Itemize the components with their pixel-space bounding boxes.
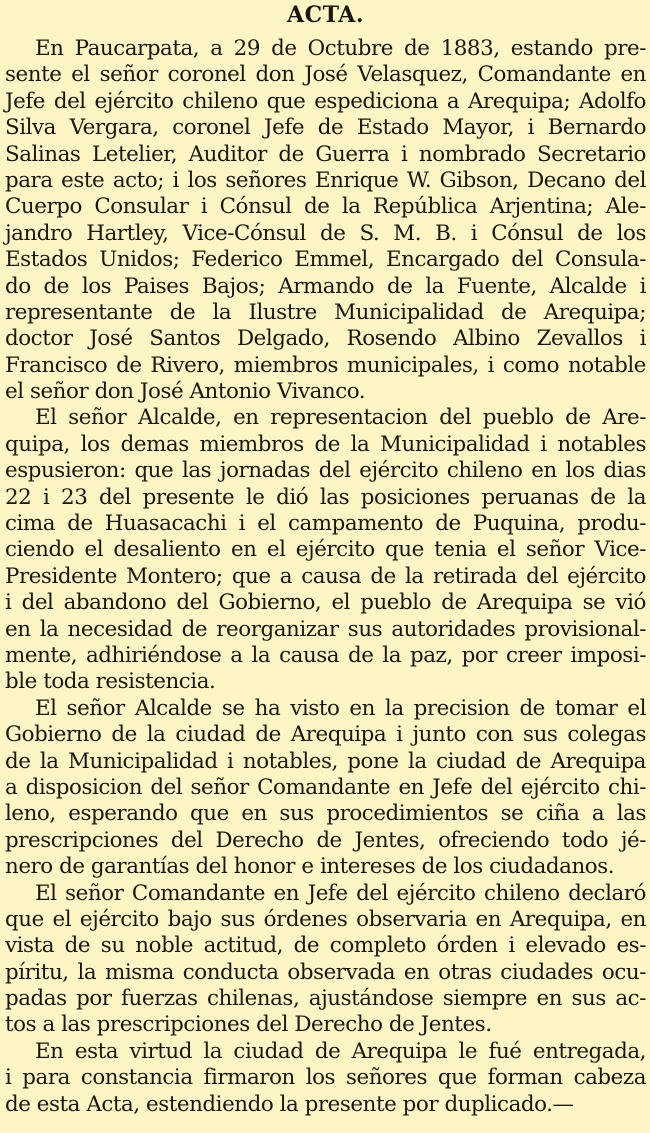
- text-line: que el ejército bajo sus órdenes observaria en Arequipa, en: [5, 906, 646, 932]
- text-line: Jefe del ejército chileno que espediciona a Arequipa; Adolfo: [5, 88, 646, 114]
- text-line: En Paucarpata, a 29 de Octubre de 1883, estando pre-: [35, 36, 646, 61]
- text-line: nero de garantías del honor e intereses de los ciudadanos.: [5, 854, 615, 880]
- text-line: Presidente Montero; que a causa de la retirada del ejército: [5, 563, 646, 589]
- text-line: mente, adhiriéndose a la causa de la paz, por creer imposi-: [5, 642, 646, 668]
- text-line: Francisco de Rivero, miembros municipales, i como notable: [5, 352, 646, 378]
- text-line: quipa, los demas miembros de la Municipalidad i notables: [5, 431, 646, 457]
- text-line: vista de su noble actitud, de completo órden i elevado es-: [5, 933, 646, 959]
- paragraph: [5, 36, 646, 405]
- paragraph: [5, 1039, 646, 1118]
- text-line: Gobierno de la ciudad de Arequipa i junto con sus colegas: [5, 722, 646, 748]
- text-line: Cuerpo Consular i Cónsul de la República Arjentina; Ale-: [5, 194, 646, 220]
- text-line: do de los Paises Bajos; Armando de la Fuente, Alcalde i: [5, 273, 646, 299]
- text-line: píritu, la misma conducta observada en otras ciudades ocu-: [5, 959, 646, 985]
- text-line: a disposicion del señor Comandante en Jefe del ejército chi-: [5, 774, 646, 800]
- text-line: i para constancia firmaron los señores que forman cabeza: [5, 1065, 646, 1091]
- text-line: leno, esperando que en sus procedimientos se ciña a las: [5, 801, 646, 827]
- paragraph: [5, 405, 646, 695]
- text-line: espusieron: que las jornadas del ejército chileno en los dias: [5, 458, 646, 484]
- text-line: ble toda resistencia.: [5, 669, 216, 695]
- text-line: en la necesidad de reorganizar sus autoridades provisional-: [5, 616, 646, 642]
- text-line: El señor Alcalde, en representacion del pueblo de Are-: [35, 405, 646, 431]
- text-line: i del abandono del Gobierno, el pueblo de Arequipa se vió: [5, 590, 646, 616]
- text-line: prescripciones del Derecho de Jentes, ofreciendo todo jé-: [5, 827, 646, 853]
- text-line: Silva Vergara, coronel Jefe de Estado Mayor, i Bernardo: [5, 115, 646, 141]
- text-line: cima de Huasacachi i el campamento de Puquina, produ-: [5, 511, 646, 537]
- text-line: Estados Unidos; Federico Emmel, Encargado del Consula-: [5, 247, 646, 273]
- text-line: ciendo el desaliento en el ejército que tenia el señor Vice-: [5, 537, 646, 563]
- text-line: de la Municipalidad i notables, pone la ciudad de Arequipa: [5, 748, 646, 774]
- text-line: El señor Comandante en Jefe del ejército chileno declaró: [35, 880, 646, 906]
- document-title: ACTA.: [287, 2, 364, 28]
- text-line: tos a las prescripciones del Derecho de Jentes.: [5, 1012, 492, 1038]
- document-body: [5, 36, 646, 1118]
- text-line: doctor José Santos Delgado, Rosendo Albino Zevallos i: [5, 326, 646, 352]
- text-line: para este acto; i los señores Enrique W. Gibson, Decano del: [5, 167, 646, 193]
- text-line: 22 i 23 del presente le dió las posiciones peruanas de la: [5, 484, 646, 510]
- text-line: El señor Alcalde se ha visto en la precision de tomar el: [35, 695, 646, 721]
- text-line: Salinas Letelier, Auditor de Guerra i nombrado Secretario: [5, 141, 646, 167]
- paragraph: [5, 696, 646, 881]
- paragraph: [5, 881, 646, 1039]
- text-line: representante de la Ilustre Municipalidad de Arequipa;: [5, 299, 646, 325]
- text-line: En esta virtud la ciudad de Arequipa le fué entregada,: [35, 1038, 646, 1064]
- text-line: de esta Acta, estendiendo la presente por duplicado.—: [5, 1091, 574, 1117]
- text-line: sente el señor coronel don José Velasquez, Comandante en: [5, 62, 646, 88]
- text-line: jandro Hartley, Vice-Cónsul de S. M. B. i Cónsul de los: [5, 220, 646, 246]
- text-line: el señor don José Antonio Vivanco.: [5, 379, 366, 405]
- text-line: padas por fuerzas chilenas, ajustándose siempre en sus ac-: [5, 986, 646, 1012]
